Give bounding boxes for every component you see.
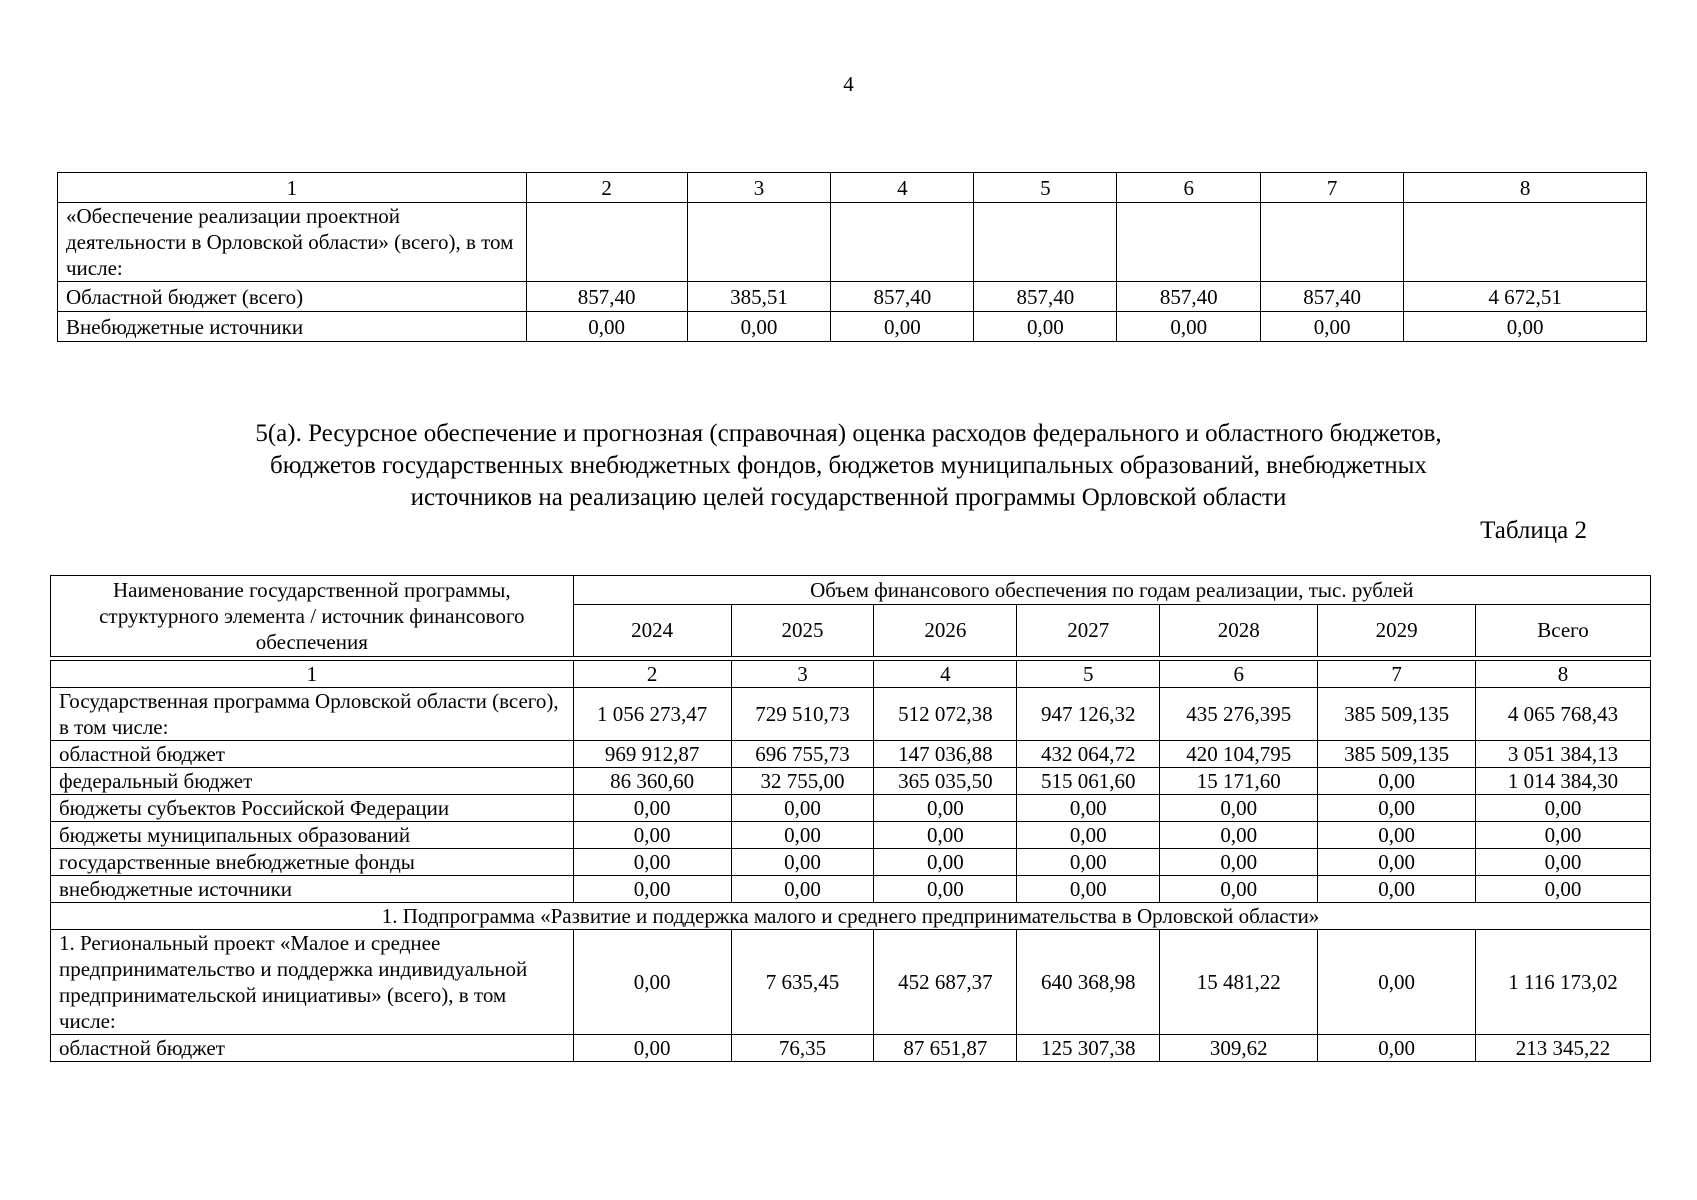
row-name-cell: внебюджетные источники — [51, 876, 574, 903]
value-cell: 696 755,73 — [731, 741, 874, 768]
value-cell: 0,00 — [831, 312, 974, 342]
value-cell: 0,00 — [1318, 795, 1476, 822]
value-cell: 0,00 — [1404, 312, 1647, 342]
value-cell: 947 126,32 — [1017, 688, 1160, 741]
column-number-cell: 4 — [874, 661, 1017, 688]
column-number-cell: 2 — [526, 173, 687, 203]
value-cell: 857,40 — [1117, 282, 1261, 312]
column-number-cell: 8 — [1476, 661, 1651, 688]
value-cell: 0,00 — [731, 795, 874, 822]
section-title — [0, 418, 1697, 514]
value-cell: 515 061,60 — [1017, 768, 1160, 795]
column-number-cell: 1 — [51, 661, 574, 688]
value-cell — [1261, 203, 1404, 282]
row-name-cell: 1. Региональный проект «Малое и среднее предпринимательство и поддержка индивидуальной предпринимательской инициативы» (всего), в том числе: — [51, 930, 574, 1035]
value-cell — [526, 203, 687, 282]
value-cell: 0,00 — [1017, 876, 1160, 903]
column-number-cell: 6 — [1117, 173, 1261, 203]
value-cell: 0,00 — [1318, 930, 1476, 1035]
column-number-cell: 7 — [1318, 661, 1476, 688]
value-cell: 0,00 — [573, 822, 731, 849]
value-cell: 309,62 — [1160, 1035, 1318, 1062]
value-cell: 452 687,37 — [874, 930, 1017, 1035]
column-number-cell: 3 — [687, 173, 831, 203]
table-2 — [50, 575, 1651, 1062]
value-cell: 0,00 — [573, 930, 731, 1035]
value-cell: 0,00 — [1160, 849, 1318, 876]
value-cell: 512 072,38 — [874, 688, 1017, 741]
value-cell: 0,00 — [1160, 795, 1318, 822]
row-name-cell: бюджеты муниципальных образований — [51, 822, 574, 849]
value-cell: 0,00 — [874, 849, 1017, 876]
value-cell: 0,00 — [526, 312, 687, 342]
year-header-cell: 2026 — [874, 604, 1017, 656]
value-cell: 0,00 — [731, 849, 874, 876]
column-number-cell: 4 — [831, 173, 974, 203]
value-cell: 385 509,135 — [1318, 741, 1476, 768]
value-cell: 147 036,88 — [874, 741, 1017, 768]
column-number-row — [58, 173, 1647, 203]
column-number-cell: 8 — [1404, 173, 1647, 203]
value-cell: 857,40 — [1261, 282, 1404, 312]
value-cell: 857,40 — [974, 282, 1117, 312]
value-cell: 0,00 — [1017, 822, 1160, 849]
table-row — [51, 930, 1651, 1035]
value-cell — [1117, 203, 1261, 282]
table-row — [51, 795, 1651, 822]
section-title-line: источников на реализацию целей государственной программы Орловской области — [410, 484, 1287, 511]
table-row — [51, 876, 1651, 903]
row-name-cell: областной бюджет — [51, 1035, 574, 1062]
value-cell: 0,00 — [1318, 849, 1476, 876]
year-header-cell: Всего — [1476, 604, 1651, 656]
value-cell: 76,35 — [731, 1035, 874, 1062]
value-cell: 0,00 — [731, 822, 874, 849]
table-row — [51, 688, 1651, 741]
table-2-body — [51, 657, 1651, 1062]
row-name-cell: Государственная программа Орловской области (всего), в том числе: — [51, 688, 574, 741]
value-cell: 4 672,51 — [1404, 282, 1647, 312]
value-cell: 0,00 — [1017, 795, 1160, 822]
row-name-cell: федеральный бюджет — [51, 768, 574, 795]
value-cell: 0,00 — [1476, 849, 1651, 876]
row-name-cell: областной бюджет — [51, 741, 574, 768]
value-cell: 640 368,98 — [1017, 930, 1160, 1035]
table-row — [51, 741, 1651, 768]
table-row — [51, 849, 1651, 876]
value-cell: 969 912,87 — [573, 741, 731, 768]
year-header-cell: 2028 — [1160, 604, 1318, 656]
value-cell — [831, 203, 974, 282]
table-row — [51, 768, 1651, 795]
table-row — [58, 203, 1647, 282]
value-cell: 365 035,50 — [874, 768, 1017, 795]
value-cell: 0,00 — [874, 822, 1017, 849]
value-cell: 0,00 — [1318, 1035, 1476, 1062]
value-cell: 3 051 384,13 — [1476, 741, 1651, 768]
value-cell: 0,00 — [1318, 876, 1476, 903]
value-cell: 7 635,45 — [731, 930, 874, 1035]
value-cell — [1404, 203, 1647, 282]
table-row — [51, 1035, 1651, 1062]
column-number-cell: 2 — [573, 661, 731, 688]
value-cell: 385,51 — [687, 282, 831, 312]
value-cell: 1 116 173,02 — [1476, 930, 1651, 1035]
volume-header: Объем финансового обеспечения по годам реализации, тыс. рублей — [573, 576, 1650, 605]
value-cell: 857,40 — [526, 282, 687, 312]
row-name-cell: «Обеспечение реализации проектной деятельности в Орловской области» (всего), в том числе: — [58, 203, 527, 282]
table-row — [58, 312, 1647, 342]
value-cell: 0,00 — [731, 876, 874, 903]
subprogram-row — [51, 903, 1651, 930]
value-cell: 86 360,60 — [573, 768, 731, 795]
value-cell: 0,00 — [874, 795, 1017, 822]
value-cell: 729 510,73 — [731, 688, 874, 741]
value-cell: 213 345,22 — [1476, 1035, 1651, 1062]
value-cell: 15 171,60 — [1160, 768, 1318, 795]
value-cell: 0,00 — [573, 795, 731, 822]
value-cell: 0,00 — [1476, 822, 1651, 849]
column-number-cell: 7 — [1261, 173, 1404, 203]
name-column-header: Наименование государственной программы, структурного элемента / источник финансового обеспечения — [51, 576, 574, 657]
column-number-cell: 6 — [1160, 661, 1318, 688]
value-cell: 0,00 — [974, 312, 1117, 342]
year-header-cell: 2025 — [731, 604, 874, 656]
value-cell: 420 104,795 — [1160, 741, 1318, 768]
column-number-cell: 5 — [974, 173, 1117, 203]
year-header-cell: 2027 — [1017, 604, 1160, 656]
page-number: 4 — [843, 72, 854, 96]
row-name-cell: государственные внебюджетные фонды — [51, 849, 574, 876]
column-number-cell: 3 — [731, 661, 874, 688]
value-cell: 1 056 273,47 — [573, 688, 731, 741]
value-cell: 15 481,22 — [1160, 930, 1318, 1035]
value-cell: 0,00 — [1117, 312, 1261, 342]
table-label: Таблица 2 — [1480, 517, 1587, 544]
value-cell: 1 014 384,30 — [1476, 768, 1651, 795]
value-cell: 0,00 — [687, 312, 831, 342]
value-cell — [687, 203, 831, 282]
value-cell: 0,00 — [1476, 876, 1651, 903]
value-cell: 4 065 768,43 — [1476, 688, 1651, 741]
table-row — [58, 282, 1647, 312]
table-row — [51, 822, 1651, 849]
value-cell: 32 755,00 — [731, 768, 874, 795]
value-cell: 0,00 — [1318, 822, 1476, 849]
value-cell: 87 651,87 — [874, 1035, 1017, 1062]
value-cell: 0,00 — [573, 849, 731, 876]
section-title-line: бюджетов государственных внебюджетных фондов, бюджетов муниципальных образований, внебюджетных — [270, 452, 1427, 479]
table-1-body — [58, 173, 1647, 342]
column-number-cell: 5 — [1017, 661, 1160, 688]
section-title-line: 5(а). Ресурсное обеспечение и прогнозная (справочная) оценка расходов федерального и областного бюджетов, — [255, 420, 1442, 447]
value-cell — [974, 203, 1117, 282]
row-name-cell: Областной бюджет (всего) — [58, 282, 527, 312]
value-cell: 0,00 — [1160, 822, 1318, 849]
value-cell: 0,00 — [573, 1035, 731, 1062]
subprogram-title: 1. Подпрограмма «Развитие и поддержка малого и среднего предпринимательства в Орловской области» — [51, 903, 1651, 930]
year-header-cell: 2024 — [573, 604, 731, 656]
table-1 — [57, 172, 1647, 342]
value-cell: 0,00 — [573, 876, 731, 903]
value-cell: 0,00 — [1318, 768, 1476, 795]
value-cell: 0,00 — [874, 876, 1017, 903]
column-number-cell: 1 — [58, 173, 527, 203]
value-cell: 857,40 — [831, 282, 974, 312]
row-name-cell: бюджеты субъектов Российской Федерации — [51, 795, 574, 822]
row-name-cell: Внебюджетные источники — [58, 312, 527, 342]
value-cell: 0,00 — [1017, 849, 1160, 876]
value-cell: 432 064,72 — [1017, 741, 1160, 768]
value-cell: 125 307,38 — [1017, 1035, 1160, 1062]
column-number-row — [51, 661, 1651, 688]
year-header-cell: 2029 — [1318, 604, 1476, 656]
value-cell: 0,00 — [1261, 312, 1404, 342]
value-cell: 0,00 — [1160, 876, 1318, 903]
value-cell: 435 276,395 — [1160, 688, 1318, 741]
value-cell: 0,00 — [1476, 795, 1651, 822]
value-cell: 385 509,135 — [1318, 688, 1476, 741]
